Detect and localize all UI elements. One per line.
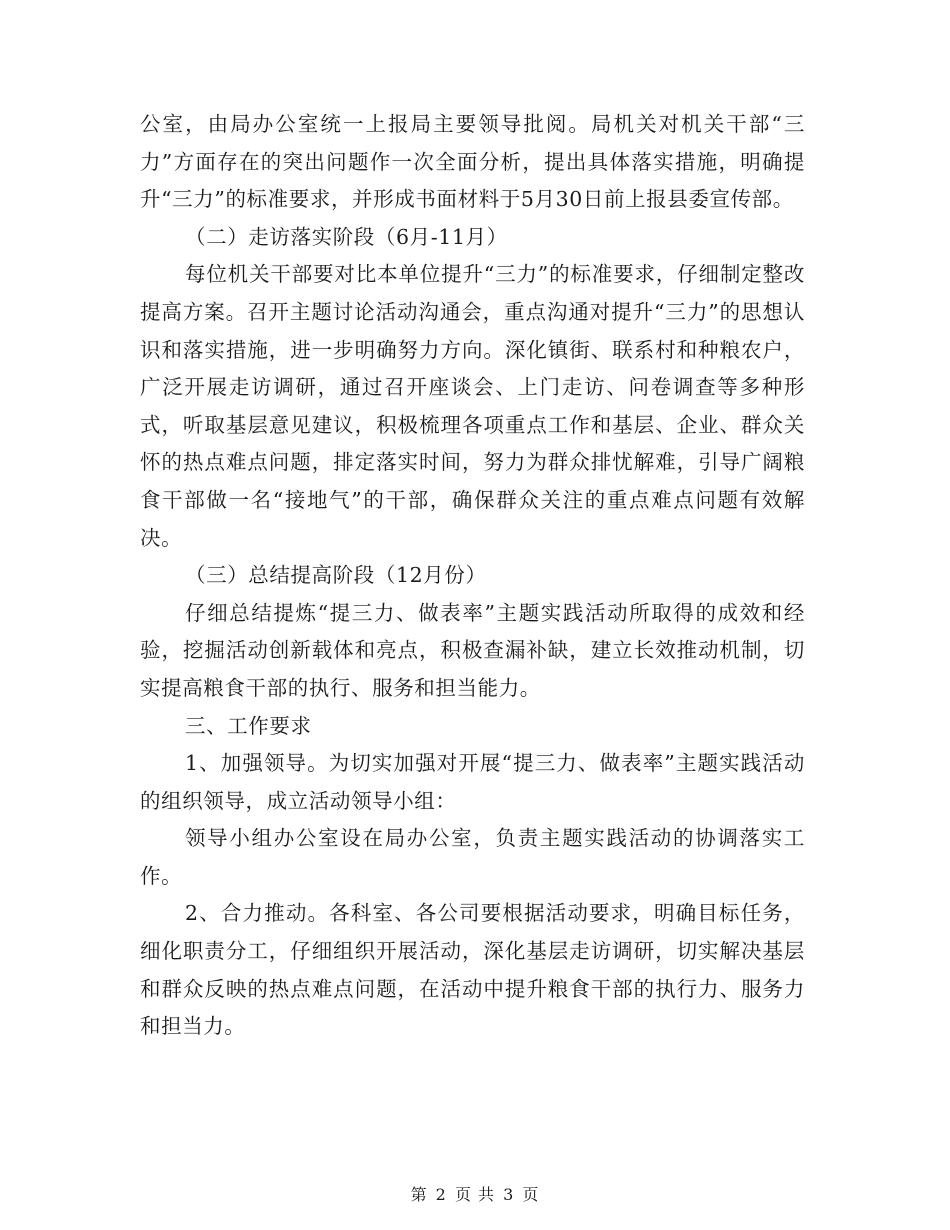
- section-heading-visit-stage: （二）走访落实阶段（6月-11月）: [185, 224, 508, 249]
- document-body: [140, 106, 805, 1046]
- footer-prefix: 第: [410, 1185, 428, 1204]
- footer-total-pages: 3: [503, 1185, 515, 1204]
- section-heading-work-requirements: 三、工作要求: [185, 713, 312, 738]
- paragraph-leadership-office: 领导小组办公室设在局办公室，负责主题实践活动的协调落实工作。: [140, 826, 805, 888]
- paragraph-summary-stage: 仔细总结提炼“提三力、做表率”主题实践活动所取得的成效和经验，挖掘活动创新载体和亮点，积极查漏补缺，建立长效推动机制，切实提高粮食干部的执行、服务和担当能力。: [140, 600, 805, 700]
- footer-current-page: 2: [435, 1185, 447, 1204]
- section-heading-summary-stage: （三）总结提高阶段（12月份）: [185, 563, 487, 588]
- paragraph-joint-effort: 2、合力推动。各科室、各公司要根据活动要求，明确目标任务，细化职责分工，仔细组织开展活动，深化基层走访调研，切实解决基层和群众反映的热点难点问题，在活动中提升粮食干部的执行力、服务力和担当力。: [140, 901, 805, 1039]
- paragraph-visit-stage: 每位机关干部要对比本单位提升“三力”的标准要求，仔细制定整改提高方案。召开主题讨论活动沟通会，重点沟通对提升“三力”的思想认识和落实措施，进一步明确努力方向。深化镇街、联系村和种粮农户，广泛开展走访调研，通过召开座谈会、上门走访、问卷调查等多种形式，听取基层意见建议，积极梳理各项重点工作和基层、企业、群众关怀的热点难点问题，排定落实时间，努力为群众排忧解难，引导广阔粮食干部做一名“接地气”的干部，确保群众关注的重点难点问题有效解决。: [140, 262, 805, 550]
- paragraph-continued: 公室，由局办公室统一上报局主要领导批阅。局机关对机关干部“三力”方面存在的突出问题作一次全面分析，提出具体落实措施，明确提升“三力”的标准要求，并形成书面材料于5月30日前上报县委宣传部。: [140, 112, 805, 212]
- footer-middle: 页 共: [454, 1185, 496, 1204]
- page-footer: [0, 1182, 950, 1205]
- footer-suffix: 页: [522, 1185, 540, 1204]
- paragraph-strengthen-leadership: 1、加强领导。为切实加强对开展“提三力、做表率”主题实践活动的组织领导，成立活动领导小组：: [140, 751, 805, 813]
